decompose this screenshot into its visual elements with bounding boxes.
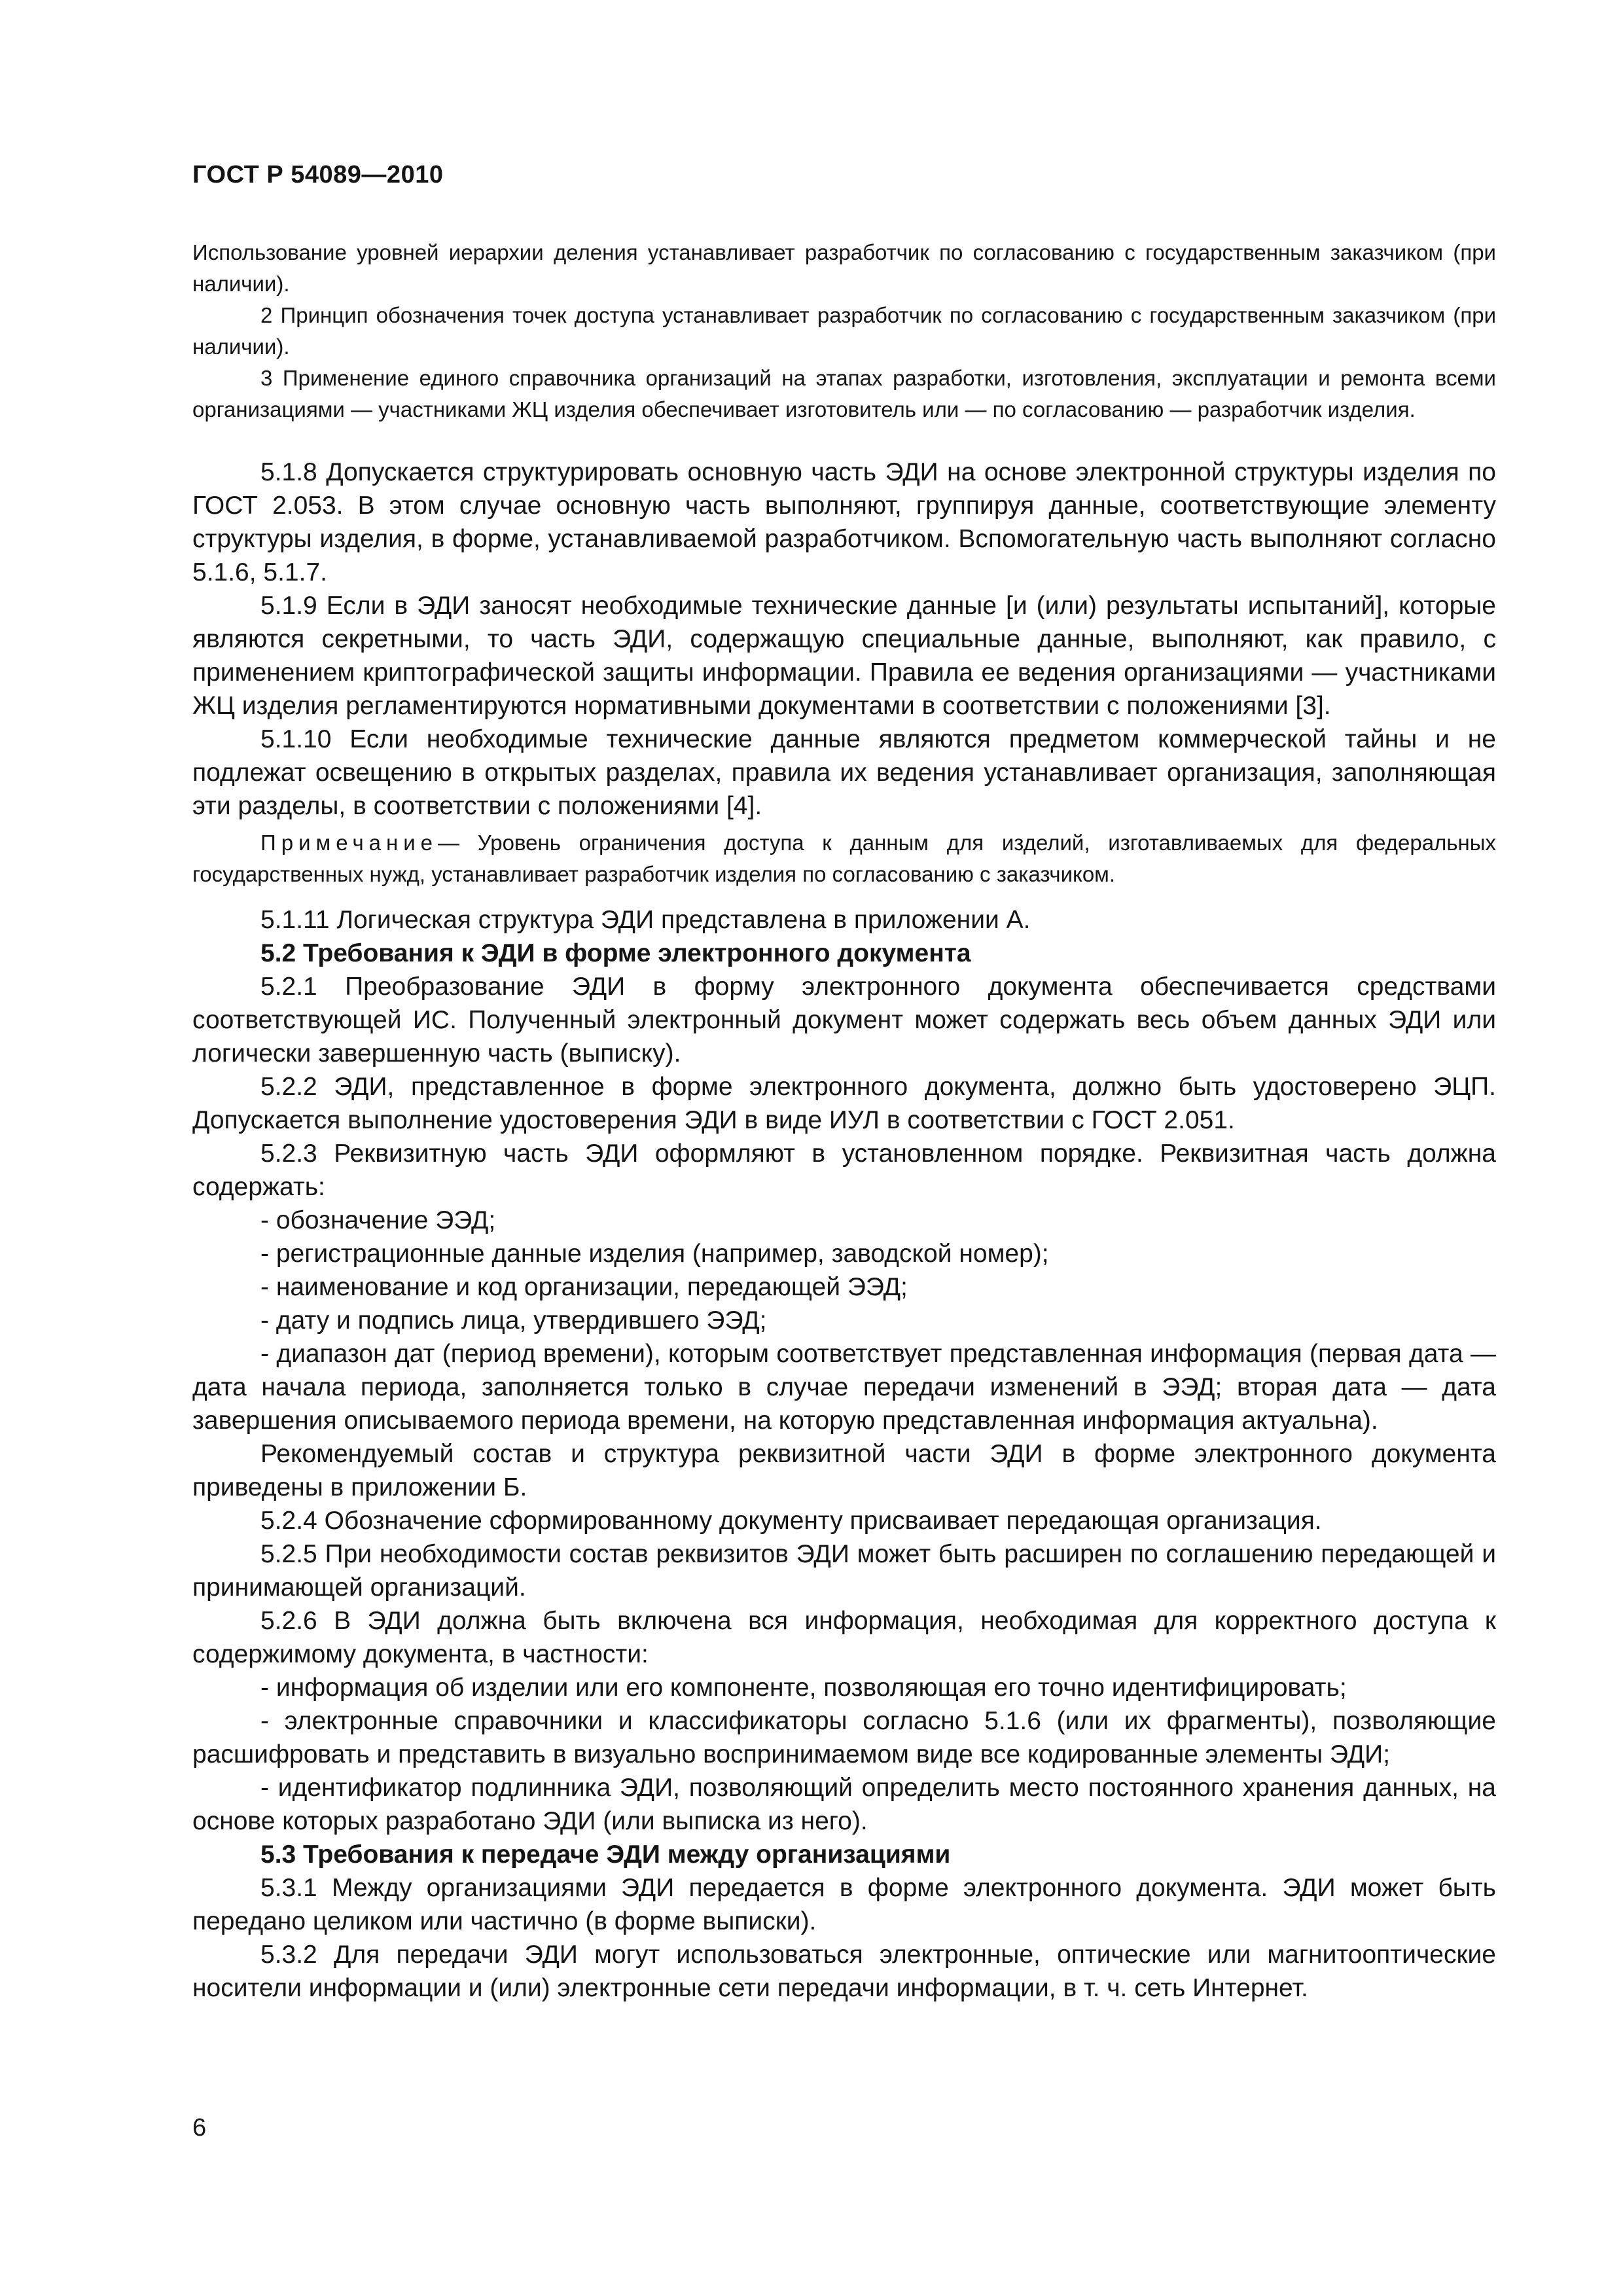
list-item: - дату и подпись лица, утвердившего ЭЭД; <box>260 1306 767 1335</box>
paragraph: 5.1.11 Логическая структура ЭДИ представлена в приложении А. <box>260 906 1031 934</box>
note-label: Примечание <box>260 831 438 855</box>
paragraph: 5.1.8 Допускается структурировать основную часть ЭДИ на основе электронной структуры изделия по ГОСТ 2.053. В этом случае основную часть выполняют, группируя данные, соответствующие элементу структуры изделия, в форме, устанавливаемой разработчиком. Вспомогательную часть выполняют согласно 5.1.6, 5.1.7. <box>192 458 1496 586</box>
paragraph: 5.2.3 Реквизитную часть ЭДИ оформляют в установленном порядке. Реквизитная часть должна содержать: <box>192 1139 1496 1201</box>
note-block <box>192 827 1496 890</box>
paragraph: 5.2.1 Преобразование ЭДИ в форму электронного документа обеспечивается средствами соответствующей ИС. Полученный электронный документ может содержать весь объем данных ЭДИ или логически завершенную часть (выписку). <box>192 973 1496 1067</box>
list-item: - регистрационные данные изделия (например, заводской номер); <box>260 1240 1049 1268</box>
paragraph: 5.1.10 Если необходимые технические данные являются предметом коммерческой тайны и не подлежат освещению в открытых разделах, правила их ведения устанавливает организация, заполняющая эти разделы, в соответствии с положениями [4]. <box>192 725 1496 820</box>
paragraph: 5.2.5 При необходимости состав реквизитов ЭДИ может быть расширен по соглашению передающей и принимающей организаций. <box>192 1540 1496 1602</box>
note-paragraph: 2 Принцип обозначения точек доступа устанавливает разработчик по согласованию с государственным заказчиком (при наличии). <box>192 303 1496 359</box>
list-item: - наименование и код организации, передающей ЭЭД; <box>260 1273 908 1301</box>
paragraph: Рекомендуемый состав и структура реквизитной части ЭДИ в форме электронного документа приведены в приложении Б. <box>192 1440 1496 1501</box>
paragraph: 5.3.2 Для передачи ЭДИ могут использоваться электронные, оптические или магнитооптические носители информации и (или) электронные сети передачи информации, в т. ч. сеть Интернет. <box>192 1941 1496 2002</box>
note-paragraph <box>192 827 1496 890</box>
paragraph: 5.2.6 В ЭДИ должна быть включена вся информация, необходимая для корректного доступа к содержимому документа, в частности: <box>192 1607 1496 1668</box>
main-body-block <box>192 903 1496 2005</box>
list-item: - диапазон дат (период времени), которым соответствует представленная информация (первая дата — дата начала периода, заполняется только в случае передачи изменений в ЭЭД; вторая дата — дата завершения описываемого периода времени, на которую представленная информация актуальна). <box>192 1340 1496 1435</box>
section-heading: 5.3 Требования к передаче ЭДИ между организациями <box>260 1840 951 1869</box>
list-item: - электронные справочники и классификаторы согласно 5.1.6 (или их фрагменты), позволяющие расшифровать и представить в визуально воспринимаемом виде все кодированные элементы ЭДИ; <box>192 1707 1496 1768</box>
paragraph: 5.1.9 Если в ЭДИ заносят необходимые технические данные [и (или) результаты испытаний], которые являются секретными, то часть ЭДИ, содержащую специальные данные, выполняют, как правило, с применением криптографической защиты информации. Правила ее ведения организациями — участниками ЖЦ изделия регламентируются нормативными документами в соответствии с положениями [3]. <box>192 592 1496 720</box>
list-item: - обозначение ЭЭД; <box>260 1206 496 1234</box>
paragraph: 5.2.2 ЭДИ, представленное в форме электронного документа, должно быть удостоверено ЭЦП. Допускается выполнение удостоверения ЭДИ в виде ИУЛ в соответствии с ГОСТ 2.051. <box>192 1073 1496 1134</box>
paragraph: 5.2.4 Обозначение сформированному документу присваивает передающая организация. <box>260 1507 1322 1535</box>
notes-top-block <box>192 237 1496 425</box>
page-number: 6 <box>192 2114 207 2142</box>
note-paragraph: 3 Применение единого справочника организаций на этапах разработки, изготовления, эксплуатации и ремонта всеми организациями — участниками ЖЦ изделия обеспечивает изготовитель или — по согласованию — разработчик изделия. <box>192 366 1496 422</box>
paragraph: 5.3.1 Между организациями ЭДИ передается в форме электронного документа. ЭДИ может быть передано целиком или частично (в форме выписки). <box>192 1874 1496 1935</box>
list-item: - идентификатор подлинника ЭДИ, позволяющий определить место постоянного хранения данных, на основе которых разработано ЭДИ (или выписка из него). <box>192 1774 1496 1835</box>
section-heading: 5.2 Требования к ЭДИ в форме электронного документа <box>260 939 971 967</box>
section-518-block <box>192 456 1496 823</box>
note-text: — Уровень ограничения доступа к данным для изделий, изготавливаемых для федеральных государственных нужд, устанавливает разработчик изделия по согласованию с заказчиком. <box>192 831 1496 886</box>
note-paragraph: Использование уровней иерархии деления устанавливает разработчик по согласованию с государственным заказчиком (при наличии). <box>192 240 1496 296</box>
document-header: ГОСТ Р 54089—2010 <box>192 161 444 188</box>
list-item: - информация об изделии или его компоненте, позволяющая его точно идентифицировать; <box>260 1674 1347 1702</box>
